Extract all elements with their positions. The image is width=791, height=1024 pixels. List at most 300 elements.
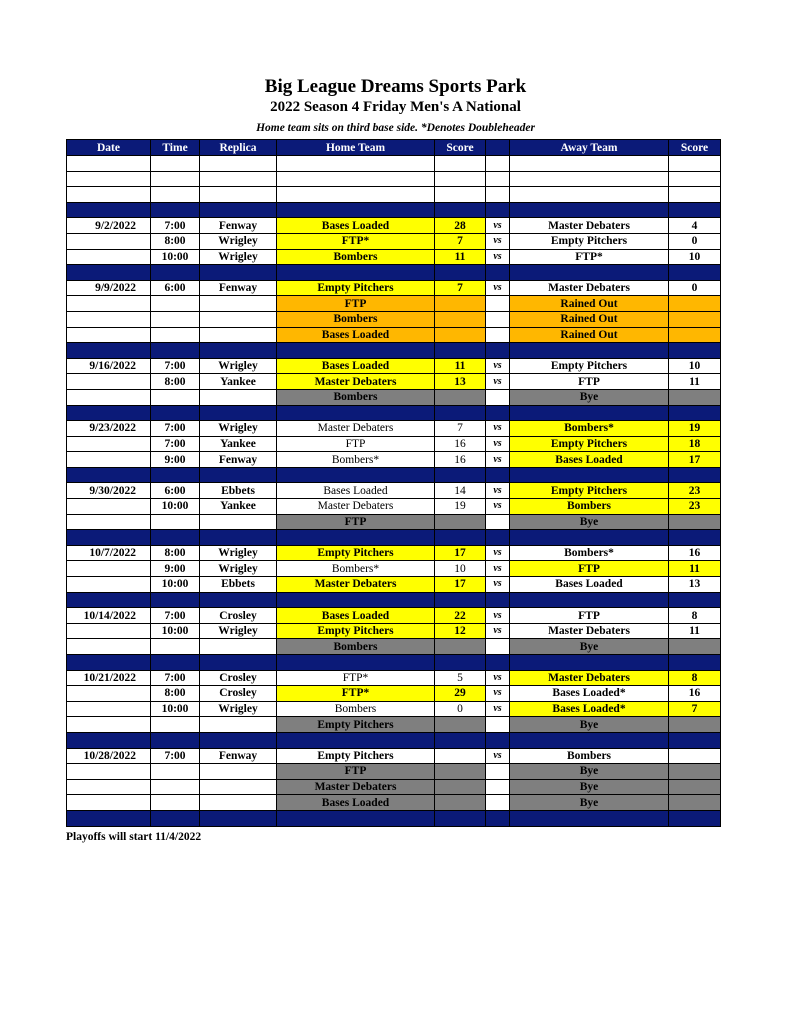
- away-score-cell: 16: [669, 686, 721, 702]
- separator-cell: [435, 265, 486, 281]
- replica-cell: Wrigley: [200, 249, 277, 265]
- vs-cell: vs: [486, 701, 510, 717]
- vs-cell: vs: [486, 452, 510, 468]
- home-score-cell: [435, 389, 486, 405]
- game-row: [67, 296, 721, 312]
- date-cell: 10/14/2022: [67, 608, 151, 624]
- home-score-cell: [435, 296, 486, 312]
- game-row: [67, 280, 721, 296]
- vs-cell: [486, 764, 510, 780]
- home-team-cell: Bombers: [277, 249, 435, 265]
- away-team-cell: Bombers: [510, 499, 669, 515]
- date-cell: [67, 701, 151, 717]
- blank-cell: [435, 187, 486, 203]
- replica-cell: [200, 717, 277, 733]
- home-team-cell: Bases Loaded: [277, 483, 435, 499]
- home-score-cell: 16: [435, 452, 486, 468]
- date-cell: [67, 795, 151, 811]
- replica-cell: [200, 327, 277, 343]
- separator-row: [67, 530, 721, 546]
- replica-cell: [200, 311, 277, 327]
- game-row: [67, 514, 721, 530]
- away-team-cell: Bases Loaded: [510, 577, 669, 593]
- time-cell: [151, 311, 200, 327]
- home-team-cell: FTP: [277, 436, 435, 452]
- separator-cell: [486, 732, 510, 748]
- separator-cell: [510, 810, 669, 826]
- away-score-cell: 10: [669, 358, 721, 374]
- game-row: [67, 748, 721, 764]
- separator-cell: [151, 810, 200, 826]
- blank-cell: [67, 156, 151, 172]
- vs-cell: vs: [486, 670, 510, 686]
- game-row: [67, 764, 721, 780]
- away-team-cell: Bombers*: [510, 421, 669, 437]
- date-cell: [67, 499, 151, 515]
- replica-cell: Yankee: [200, 499, 277, 515]
- away-team-cell: Bye: [510, 779, 669, 795]
- home-score-cell: [435, 311, 486, 327]
- date-cell: [67, 639, 151, 655]
- date-cell: [67, 514, 151, 530]
- date-cell: [67, 561, 151, 577]
- separator-cell: [277, 202, 435, 218]
- home-team-cell: Bombers: [277, 701, 435, 717]
- away-team-cell: Empty Pitchers: [510, 233, 669, 249]
- home-team-cell: FTP*: [277, 233, 435, 249]
- home-score-cell: 11: [435, 249, 486, 265]
- date-cell: [67, 311, 151, 327]
- separator-cell: [67, 592, 151, 608]
- time-cell: 9:00: [151, 561, 200, 577]
- separator-cell: [200, 405, 277, 421]
- game-row: [67, 701, 721, 717]
- blank-cell: [510, 171, 669, 187]
- separator-cell: [277, 530, 435, 546]
- time-cell: [151, 296, 200, 312]
- away-team-cell: Empty Pitchers: [510, 483, 669, 499]
- vs-cell: [486, 795, 510, 811]
- home-score-cell: 16: [435, 436, 486, 452]
- away-score-cell: [669, 311, 721, 327]
- time-cell: [151, 717, 200, 733]
- separator-row: [67, 405, 721, 421]
- col-header-time: Time: [151, 140, 200, 156]
- replica-cell: Crosley: [200, 670, 277, 686]
- separator-cell: [151, 592, 200, 608]
- vs-cell: [486, 327, 510, 343]
- separator-cell: [435, 202, 486, 218]
- time-cell: [151, 795, 200, 811]
- separator-cell: [277, 810, 435, 826]
- game-row: [67, 795, 721, 811]
- replica-cell: [200, 639, 277, 655]
- away-score-cell: 13: [669, 577, 721, 593]
- vs-cell: vs: [486, 608, 510, 624]
- replica-cell: [200, 779, 277, 795]
- game-row: [67, 421, 721, 437]
- separator-cell: [200, 530, 277, 546]
- separator-row: [67, 343, 721, 359]
- away-team-cell: Empty Pitchers: [510, 436, 669, 452]
- separator-cell: [200, 343, 277, 359]
- away-score-cell: [669, 717, 721, 733]
- vs-cell: [486, 639, 510, 655]
- time-cell: 6:00: [151, 483, 200, 499]
- date-cell: [67, 452, 151, 468]
- home-score-cell: 11: [435, 358, 486, 374]
- away-score-cell: [669, 764, 721, 780]
- separator-cell: [486, 655, 510, 671]
- separator-cell: [151, 655, 200, 671]
- vs-cell: vs: [486, 577, 510, 593]
- replica-cell: Ebbets: [200, 483, 277, 499]
- time-cell: 7:00: [151, 358, 200, 374]
- home-score-cell: 22: [435, 608, 486, 624]
- time-cell: 8:00: [151, 686, 200, 702]
- separator-cell: [277, 467, 435, 483]
- date-cell: 9/30/2022: [67, 483, 151, 499]
- separator-cell: [486, 405, 510, 421]
- blank-cell: [277, 156, 435, 172]
- separator-cell: [435, 592, 486, 608]
- replica-cell: [200, 764, 277, 780]
- away-team-cell: Rained Out: [510, 296, 669, 312]
- col-header-home-score: Score: [435, 140, 486, 156]
- blank-cell: [277, 171, 435, 187]
- away-team-cell: Bye: [510, 639, 669, 655]
- separator-cell: [669, 343, 721, 359]
- separator-cell: [200, 265, 277, 281]
- separator-cell: [669, 530, 721, 546]
- blank-cell: [200, 156, 277, 172]
- date-cell: [67, 577, 151, 593]
- time-cell: 8:00: [151, 374, 200, 390]
- separator-cell: [435, 343, 486, 359]
- home-team-cell: Bombers: [277, 311, 435, 327]
- away-score-cell: 10: [669, 249, 721, 265]
- replica-cell: Fenway: [200, 748, 277, 764]
- game-row: [67, 577, 721, 593]
- blank-cell: [486, 187, 510, 203]
- separator-cell: [486, 202, 510, 218]
- away-team-cell: Bye: [510, 514, 669, 530]
- separator-cell: [277, 343, 435, 359]
- vs-cell: [486, 514, 510, 530]
- home-score-cell: 17: [435, 577, 486, 593]
- separator-cell: [435, 467, 486, 483]
- separator-cell: [277, 655, 435, 671]
- away-team-cell: Bombers*: [510, 545, 669, 561]
- game-row: [67, 374, 721, 390]
- time-cell: [151, 639, 200, 655]
- separator-cell: [200, 202, 277, 218]
- separator-cell: [151, 732, 200, 748]
- home-score-cell: [435, 779, 486, 795]
- separator-cell: [669, 202, 721, 218]
- replica-cell: Fenway: [200, 280, 277, 296]
- separator-cell: [67, 202, 151, 218]
- game-row: [67, 779, 721, 795]
- home-score-cell: 7: [435, 280, 486, 296]
- date-cell: [67, 233, 151, 249]
- game-row: [67, 483, 721, 499]
- away-team-cell: Master Debaters: [510, 670, 669, 686]
- blank-cell: [486, 171, 510, 187]
- date-cell: 9/23/2022: [67, 421, 151, 437]
- separator-row: [67, 265, 721, 281]
- away-score-cell: 11: [669, 374, 721, 390]
- replica-cell: Fenway: [200, 218, 277, 234]
- home-team-cell: Master Debaters: [277, 577, 435, 593]
- blank-cell: [435, 156, 486, 172]
- blank-cell: [200, 171, 277, 187]
- separator-cell: [435, 405, 486, 421]
- separator-cell: [486, 343, 510, 359]
- game-row: [67, 436, 721, 452]
- separator-row: [67, 202, 721, 218]
- home-team-cell: Bases Loaded: [277, 327, 435, 343]
- away-score-cell: 11: [669, 561, 721, 577]
- replica-cell: [200, 389, 277, 405]
- time-cell: 8:00: [151, 233, 200, 249]
- separator-cell: [669, 655, 721, 671]
- separator-cell: [200, 592, 277, 608]
- home-team-cell: Empty Pitchers: [277, 280, 435, 296]
- time-cell: [151, 327, 200, 343]
- time-cell: 7:00: [151, 748, 200, 764]
- home-team-cell: Empty Pitchers: [277, 545, 435, 561]
- blank-cell: [669, 171, 721, 187]
- home-score-cell: 17: [435, 545, 486, 561]
- vs-cell: vs: [486, 499, 510, 515]
- separator-cell: [669, 592, 721, 608]
- separator-cell: [151, 530, 200, 546]
- game-row: [67, 639, 721, 655]
- separator-cell: [67, 405, 151, 421]
- away-team-cell: Bye: [510, 795, 669, 811]
- separator-cell: [200, 467, 277, 483]
- vs-cell: [486, 311, 510, 327]
- separator-cell: [277, 405, 435, 421]
- vs-cell: vs: [486, 249, 510, 265]
- blank-row: [67, 156, 721, 172]
- away-team-cell: FTP: [510, 561, 669, 577]
- separator-cell: [151, 343, 200, 359]
- time-cell: 10:00: [151, 249, 200, 265]
- home-score-cell: [435, 748, 486, 764]
- away-score-cell: 0: [669, 233, 721, 249]
- away-score-cell: 8: [669, 608, 721, 624]
- away-team-cell: Bye: [510, 389, 669, 405]
- separator-cell: [151, 202, 200, 218]
- away-score-cell: 7: [669, 701, 721, 717]
- separator-cell: [277, 265, 435, 281]
- replica-cell: [200, 795, 277, 811]
- home-score-cell: 29: [435, 686, 486, 702]
- vs-cell: vs: [486, 233, 510, 249]
- home-score-cell: [435, 514, 486, 530]
- time-cell: 9:00: [151, 452, 200, 468]
- date-cell: [67, 779, 151, 795]
- date-cell: [67, 686, 151, 702]
- time-cell: 8:00: [151, 545, 200, 561]
- separator-row: [67, 592, 721, 608]
- home-team-cell: FTP*: [277, 686, 435, 702]
- date-cell: [67, 764, 151, 780]
- time-cell: [151, 764, 200, 780]
- col-header-replica: Replica: [200, 140, 277, 156]
- home-team-cell: FTP: [277, 296, 435, 312]
- separator-cell: [510, 343, 669, 359]
- time-cell: 7:00: [151, 608, 200, 624]
- time-cell: 7:00: [151, 436, 200, 452]
- separator-row: [67, 810, 721, 826]
- vs-cell: vs: [486, 374, 510, 390]
- home-team-cell: Master Debaters: [277, 421, 435, 437]
- replica-cell: Wrigley: [200, 701, 277, 717]
- separator-cell: [435, 732, 486, 748]
- table-header-row: [67, 140, 721, 156]
- vs-cell: vs: [486, 748, 510, 764]
- col-header-home-team: Home Team: [277, 140, 435, 156]
- separator-row: [67, 655, 721, 671]
- home-score-cell: 7: [435, 233, 486, 249]
- date-cell: [67, 374, 151, 390]
- home-team-cell: Bases Loaded: [277, 608, 435, 624]
- away-team-cell: Bases Loaded*: [510, 701, 669, 717]
- date-cell: [67, 717, 151, 733]
- home-team-cell: Empty Pitchers: [277, 717, 435, 733]
- home-score-cell: [435, 795, 486, 811]
- away-score-cell: 16: [669, 545, 721, 561]
- separator-cell: [151, 265, 200, 281]
- home-score-cell: 28: [435, 218, 486, 234]
- home-team-cell: Bombers: [277, 389, 435, 405]
- away-team-cell: Bombers: [510, 748, 669, 764]
- game-row: [67, 452, 721, 468]
- away-score-cell: [669, 639, 721, 655]
- home-score-cell: [435, 327, 486, 343]
- vs-cell: [486, 717, 510, 733]
- date-cell: [67, 249, 151, 265]
- separator-cell: [669, 467, 721, 483]
- separator-cell: [510, 405, 669, 421]
- home-score-cell: 5: [435, 670, 486, 686]
- separator-cell: [151, 467, 200, 483]
- away-team-cell: FTP: [510, 608, 669, 624]
- game-row: [67, 686, 721, 702]
- separator-cell: [669, 732, 721, 748]
- replica-cell: Ebbets: [200, 577, 277, 593]
- game-row: [67, 608, 721, 624]
- game-row: [67, 717, 721, 733]
- page-note: Home team sits on third base side. *Denotes Doubleheader: [256, 122, 535, 134]
- game-row: [67, 218, 721, 234]
- separator-cell: [67, 732, 151, 748]
- page-subtitle: 2022 Season 4 Friday Men's A National: [270, 99, 521, 115]
- home-team-cell: Master Debaters: [277, 499, 435, 515]
- separator-cell: [486, 265, 510, 281]
- separator-cell: [510, 265, 669, 281]
- home-team-cell: Master Debaters: [277, 779, 435, 795]
- away-team-cell: FTP*: [510, 249, 669, 265]
- home-team-cell: Bases Loaded: [277, 795, 435, 811]
- replica-cell: Wrigley: [200, 623, 277, 639]
- home-team-cell: Bases Loaded: [277, 358, 435, 374]
- game-row: [67, 389, 721, 405]
- home-team-cell: Bombers*: [277, 561, 435, 577]
- time-cell: 10:00: [151, 701, 200, 717]
- game-row: [67, 233, 721, 249]
- date-cell: 9/2/2022: [67, 218, 151, 234]
- home-score-cell: [435, 639, 486, 655]
- home-team-cell: Bombers: [277, 639, 435, 655]
- separator-cell: [486, 592, 510, 608]
- date-cell: 10/21/2022: [67, 670, 151, 686]
- replica-cell: Wrigley: [200, 233, 277, 249]
- replica-cell: Yankee: [200, 436, 277, 452]
- separator-cell: [486, 467, 510, 483]
- separator-cell: [67, 265, 151, 281]
- date-cell: [67, 436, 151, 452]
- blank-cell: [510, 156, 669, 172]
- home-score-cell: [435, 717, 486, 733]
- separator-cell: [67, 530, 151, 546]
- time-cell: 7:00: [151, 421, 200, 437]
- away-team-cell: Master Debaters: [510, 280, 669, 296]
- separator-row: [67, 732, 721, 748]
- separator-cell: [486, 810, 510, 826]
- replica-cell: Crosley: [200, 686, 277, 702]
- away-score-cell: 17: [669, 452, 721, 468]
- separator-cell: [67, 810, 151, 826]
- home-score-cell: 10: [435, 561, 486, 577]
- home-team-cell: FTP: [277, 764, 435, 780]
- vs-cell: vs: [486, 483, 510, 499]
- replica-cell: Crosley: [200, 608, 277, 624]
- vs-cell: vs: [486, 561, 510, 577]
- page-title: Big League Dreams Sports Park: [264, 76, 527, 97]
- blank-cell: [151, 156, 200, 172]
- vs-cell: vs: [486, 218, 510, 234]
- date-cell: 10/28/2022: [67, 748, 151, 764]
- vs-cell: vs: [486, 358, 510, 374]
- replica-cell: Wrigley: [200, 561, 277, 577]
- home-team-cell: Empty Pitchers: [277, 623, 435, 639]
- separator-cell: [200, 810, 277, 826]
- col-header-date: Date: [67, 140, 151, 156]
- game-row: [67, 499, 721, 515]
- time-cell: 10:00: [151, 499, 200, 515]
- time-cell: 10:00: [151, 623, 200, 639]
- time-cell: 6:00: [151, 280, 200, 296]
- separator-cell: [435, 810, 486, 826]
- away-score-cell: [669, 748, 721, 764]
- away-score-cell: [669, 514, 721, 530]
- away-score-cell: [669, 389, 721, 405]
- date-cell: 10/7/2022: [67, 545, 151, 561]
- replica-cell: Fenway: [200, 452, 277, 468]
- away-team-cell: Bases Loaded*: [510, 686, 669, 702]
- separator-cell: [67, 467, 151, 483]
- home-team-cell: Bases Loaded: [277, 218, 435, 234]
- game-row: [67, 358, 721, 374]
- home-score-cell: 7: [435, 421, 486, 437]
- blank-cell: [151, 171, 200, 187]
- replica-cell: Yankee: [200, 374, 277, 390]
- date-cell: 9/9/2022: [67, 280, 151, 296]
